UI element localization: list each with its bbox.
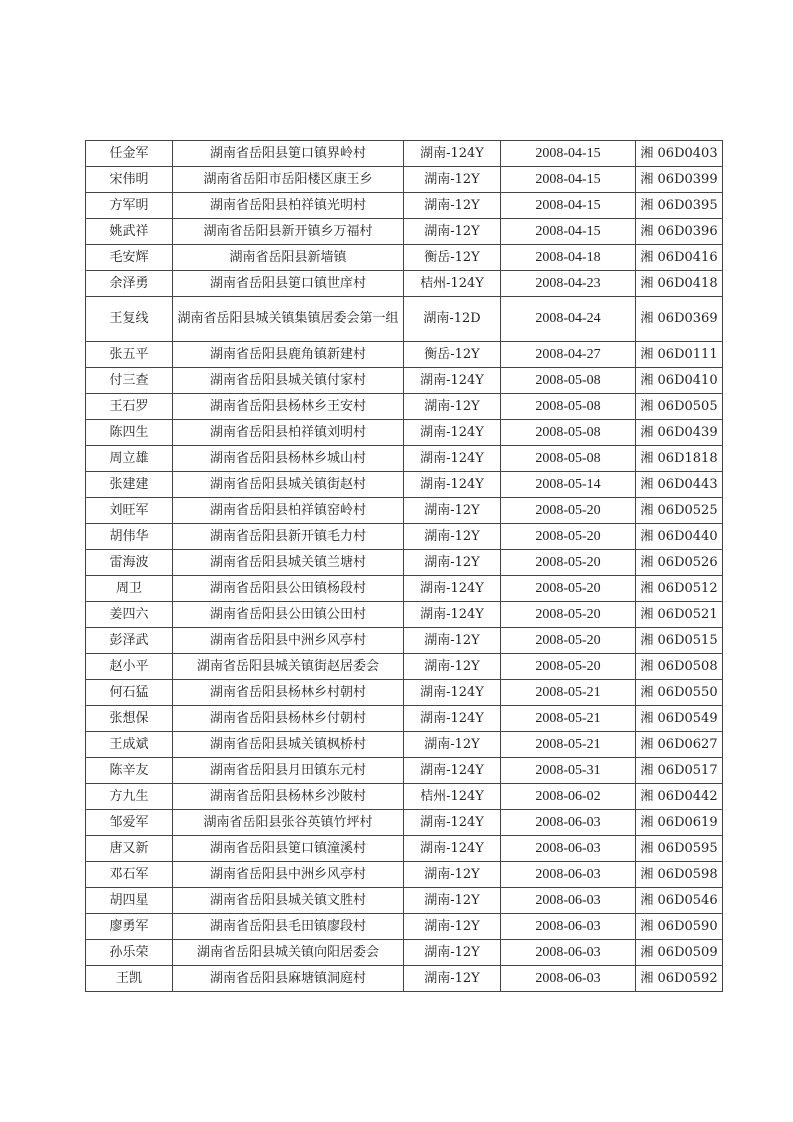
model-cell: 湖南-124Y: [404, 446, 501, 472]
table-row: [86, 784, 723, 810]
table-row: [86, 167, 723, 193]
date-cell: 2008-05-20: [501, 524, 636, 550]
table-body: [86, 141, 723, 992]
owner-name-cell: 胡伟华: [86, 524, 173, 550]
model-cell: 湖南-124Y: [404, 836, 501, 862]
date-cell: 2008-06-02: [501, 784, 636, 810]
table-row: [86, 368, 723, 394]
table-row: [86, 758, 723, 784]
model-cell: 湖南-124Y: [404, 576, 501, 602]
date-cell: 2008-06-03: [501, 966, 636, 992]
plate-code-cell: 湘 06D0619: [636, 810, 723, 836]
address-cell: 湖南省岳阳县城关镇向阳居委会: [173, 940, 404, 966]
owner-name-cell: 王复线: [86, 297, 173, 342]
date-cell: 2008-05-20: [501, 498, 636, 524]
address-cell: 湖南省岳阳县筻口镇界岭村: [173, 141, 404, 167]
table-row: [86, 219, 723, 245]
address-cell: 湖南省岳阳县中洲乡风亭村: [173, 628, 404, 654]
address-cell: 湖南省岳阳县杨林乡王安村: [173, 394, 404, 420]
model-cell: 湖南-124Y: [404, 141, 501, 167]
table-row: [86, 524, 723, 550]
date-cell: 2008-05-21: [501, 706, 636, 732]
address-cell: 湖南省岳阳县柏祥镇刘明村: [173, 420, 404, 446]
plate-code-cell: 湘 06D0546: [636, 888, 723, 914]
plate-code-cell: 湘 06D0395: [636, 193, 723, 219]
plate-code-cell: 湘 06D0396: [636, 219, 723, 245]
owner-name-cell: 周卫: [86, 576, 173, 602]
table-row: [86, 576, 723, 602]
plate-code-cell: 湘 06D0595: [636, 836, 723, 862]
owner-name-cell: 付三查: [86, 368, 173, 394]
date-cell: 2008-05-14: [501, 472, 636, 498]
plate-code-cell: 湘 06D0508: [636, 654, 723, 680]
model-cell: 湖南-124Y: [404, 680, 501, 706]
address-cell: 湖南省岳阳县新开镇毛力村: [173, 524, 404, 550]
table-row: [86, 550, 723, 576]
model-cell: 湖南-12Y: [404, 914, 501, 940]
model-cell: 湖南-12D: [404, 297, 501, 342]
address-cell: 湖南省岳阳县新墙镇: [173, 245, 404, 271]
address-cell: 湖南省岳阳县毛田镇廖段村: [173, 914, 404, 940]
model-cell: 湖南-124Y: [404, 758, 501, 784]
plate-code-cell: 湘 06D0509: [636, 940, 723, 966]
date-cell: 2008-06-03: [501, 862, 636, 888]
address-cell: 湖南省岳阳县城关镇付家村: [173, 368, 404, 394]
table-row: [86, 446, 723, 472]
plate-code-cell: 湘 06D0549: [636, 706, 723, 732]
model-cell: 湖南-12Y: [404, 628, 501, 654]
model-cell: 湖南-12Y: [404, 394, 501, 420]
owner-name-cell: 唐又新: [86, 836, 173, 862]
plate-code-cell: 湘 06D0418: [636, 271, 723, 297]
model-cell: 桔州-124Y: [404, 271, 501, 297]
model-cell: 湖南-12Y: [404, 654, 501, 680]
owner-name-cell: 王成斌: [86, 732, 173, 758]
address-cell: 湖南省岳阳县杨林乡付朝村: [173, 706, 404, 732]
table-row: [86, 297, 723, 342]
model-cell: 湖南-12Y: [404, 862, 501, 888]
date-cell: 2008-05-08: [501, 368, 636, 394]
owner-name-cell: 陈辛友: [86, 758, 173, 784]
model-cell: 湖南-124Y: [404, 472, 501, 498]
address-cell: 湖南省岳阳县筻口镇世庠村: [173, 271, 404, 297]
table-row: [86, 141, 723, 167]
owner-name-cell: 姜四六: [86, 602, 173, 628]
date-cell: 2008-05-20: [501, 550, 636, 576]
date-cell: 2008-04-15: [501, 167, 636, 193]
model-cell: 衡岳-12Y: [404, 342, 501, 368]
date-cell: 2008-04-15: [501, 193, 636, 219]
address-cell: 湖南省岳阳县中洲乡风亭村: [173, 862, 404, 888]
model-cell: 湖南-12Y: [404, 498, 501, 524]
table-row: [86, 271, 723, 297]
address-cell: 湖南省岳阳县城关镇枫桥村: [173, 732, 404, 758]
address-cell: 湖南省岳阳县城关镇兰塘村: [173, 550, 404, 576]
address-cell: 湖南省岳阳县杨林乡沙陂村: [173, 784, 404, 810]
address-cell: 湖南省岳阳县杨林乡城山村: [173, 446, 404, 472]
table-row: [86, 810, 723, 836]
table-row: [86, 836, 723, 862]
plate-code-cell: 湘 06D0521: [636, 602, 723, 628]
plate-code-cell: 湘 06D0440: [636, 524, 723, 550]
model-cell: 湖南-12Y: [404, 732, 501, 758]
address-cell: 湖南省岳阳县公田镇杨段村: [173, 576, 404, 602]
plate-code-cell: 湘 06D0592: [636, 966, 723, 992]
address-cell: 湖南省岳阳县公田镇公田村: [173, 602, 404, 628]
plate-code-cell: 湘 06D0525: [636, 498, 723, 524]
plate-code-cell: 湘 06D0598: [636, 862, 723, 888]
owner-name-cell: 邓石军: [86, 862, 173, 888]
owner-name-cell: 孙乐荣: [86, 940, 173, 966]
owner-name-cell: 张想保: [86, 706, 173, 732]
address-cell: 湖南省岳阳县张谷英镇竹坪村: [173, 810, 404, 836]
plate-code-cell: 湘 06D0443: [636, 472, 723, 498]
plate-code-cell: 湘 06D0590: [636, 914, 723, 940]
table-row: [86, 654, 723, 680]
owner-name-cell: 方九生: [86, 784, 173, 810]
date-cell: 2008-05-20: [501, 576, 636, 602]
model-cell: 湖南-12Y: [404, 219, 501, 245]
owner-name-cell: 张五平: [86, 342, 173, 368]
table-row: [86, 940, 723, 966]
owner-name-cell: 邹爱军: [86, 810, 173, 836]
date-cell: 2008-05-08: [501, 446, 636, 472]
date-cell: 2008-04-18: [501, 245, 636, 271]
model-cell: 湖南-12Y: [404, 193, 501, 219]
plate-code-cell: 湘 06D0439: [636, 420, 723, 446]
plate-code-cell: 湘 06D0517: [636, 758, 723, 784]
date-cell: 2008-06-03: [501, 940, 636, 966]
date-cell: 2008-06-03: [501, 914, 636, 940]
owner-name-cell: 任金军: [86, 141, 173, 167]
plate-code-cell: 湘 06D0399: [636, 167, 723, 193]
date-cell: 2008-05-20: [501, 602, 636, 628]
model-cell: 湖南-124Y: [404, 602, 501, 628]
owner-name-cell: 何石猛: [86, 680, 173, 706]
table-row: [86, 732, 723, 758]
date-cell: 2008-06-03: [501, 888, 636, 914]
plate-code-cell: 湘 06D0410: [636, 368, 723, 394]
address-cell: 湖南省岳阳县城关镇街赵居委会: [173, 654, 404, 680]
table-row: [86, 628, 723, 654]
date-cell: 2008-06-03: [501, 810, 636, 836]
table-row: [86, 498, 723, 524]
table-row: [86, 394, 723, 420]
table-row: [86, 966, 723, 992]
model-cell: 湖南-12Y: [404, 888, 501, 914]
plate-code-cell: 湘 06D0111: [636, 342, 723, 368]
model-cell: 湖南-12Y: [404, 940, 501, 966]
model-cell: 湖南-12Y: [404, 966, 501, 992]
plate-code-cell: 湘 06D0369: [636, 297, 723, 342]
plate-code-cell: 湘 06D1818: [636, 446, 723, 472]
table-row: [86, 472, 723, 498]
address-cell: 湖南省岳阳县城关镇集镇居委会第一组: [173, 297, 404, 342]
date-cell: 2008-04-24: [501, 297, 636, 342]
owner-name-cell: 毛安辉: [86, 245, 173, 271]
table-row: [86, 193, 723, 219]
model-cell: 湖南-12Y: [404, 167, 501, 193]
model-cell: 桔州-124Y: [404, 784, 501, 810]
plate-code-cell: 湘 06D0512: [636, 576, 723, 602]
registration-table: [85, 140, 723, 992]
address-cell: 湖南省岳阳县鹿角镇新建村: [173, 342, 404, 368]
owner-name-cell: 王石罗: [86, 394, 173, 420]
table-row: [86, 680, 723, 706]
address-cell: 湖南省岳阳县麻塘镇洞庭村: [173, 966, 404, 992]
model-cell: 湖南-124Y: [404, 810, 501, 836]
owner-name-cell: 宋伟明: [86, 167, 173, 193]
date-cell: 2008-04-23: [501, 271, 636, 297]
table-row: [86, 420, 723, 446]
plate-code-cell: 湘 06D0526: [636, 550, 723, 576]
model-cell: 衡岳-12Y: [404, 245, 501, 271]
plate-code-cell: 湘 06D0403: [636, 141, 723, 167]
owner-name-cell: 张建建: [86, 472, 173, 498]
address-cell: 湖南省岳阳县杨林乡村朝村: [173, 680, 404, 706]
model-cell: 湖南-124Y: [404, 368, 501, 394]
owner-name-cell: 廖勇军: [86, 914, 173, 940]
plate-code-cell: 湘 06D0416: [636, 245, 723, 271]
date-cell: 2008-05-31: [501, 758, 636, 784]
address-cell: 湖南省岳阳县筻口镇潼溪村: [173, 836, 404, 862]
date-cell: 2008-05-21: [501, 680, 636, 706]
owner-name-cell: 胡四星: [86, 888, 173, 914]
owner-name-cell: 姚武祥: [86, 219, 173, 245]
owner-name-cell: 王凯: [86, 966, 173, 992]
date-cell: 2008-05-08: [501, 394, 636, 420]
date-cell: 2008-06-03: [501, 836, 636, 862]
table-row: [86, 245, 723, 271]
table-row: [86, 706, 723, 732]
address-cell: 湖南省岳阳县城关镇街赵村: [173, 472, 404, 498]
date-cell: 2008-05-21: [501, 732, 636, 758]
address-cell: 湖南省岳阳市岳阳楼区康王乡: [173, 167, 404, 193]
date-cell: 2008-04-15: [501, 219, 636, 245]
address-cell: 湖南省岳阳县柏祥镇窑岭村: [173, 498, 404, 524]
owner-name-cell: 彭泽武: [86, 628, 173, 654]
model-cell: 湖南-12Y: [404, 524, 501, 550]
table-row: [86, 342, 723, 368]
plate-code-cell: 湘 06D0550: [636, 680, 723, 706]
address-cell: 湖南省岳阳县月田镇东元村: [173, 758, 404, 784]
model-cell: 湖南-124Y: [404, 420, 501, 446]
owner-name-cell: 周立雄: [86, 446, 173, 472]
owner-name-cell: 赵小平: [86, 654, 173, 680]
date-cell: 2008-05-20: [501, 654, 636, 680]
owner-name-cell: 雷海波: [86, 550, 173, 576]
address-cell: 湖南省岳阳县柏祥镇光明村: [173, 193, 404, 219]
model-cell: 湖南-12Y: [404, 550, 501, 576]
address-cell: 湖南省岳阳县城关镇文胜村: [173, 888, 404, 914]
date-cell: 2008-05-20: [501, 628, 636, 654]
date-cell: 2008-05-08: [501, 420, 636, 446]
owner-name-cell: 刘旺军: [86, 498, 173, 524]
owner-name-cell: 方军明: [86, 193, 173, 219]
plate-code-cell: 湘 06D0442: [636, 784, 723, 810]
plate-code-cell: 湘 06D0627: [636, 732, 723, 758]
table-row: [86, 862, 723, 888]
date-cell: 2008-04-27: [501, 342, 636, 368]
table-row: [86, 602, 723, 628]
owner-name-cell: 余泽勇: [86, 271, 173, 297]
date-cell: 2008-04-15: [501, 141, 636, 167]
owner-name-cell: 陈四生: [86, 420, 173, 446]
table-row: [86, 888, 723, 914]
address-cell: 湖南省岳阳县新开镇乡万福村: [173, 219, 404, 245]
table-row: [86, 914, 723, 940]
plate-code-cell: 湘 06D0505: [636, 394, 723, 420]
plate-code-cell: 湘 06D0515: [636, 628, 723, 654]
model-cell: 湖南-124Y: [404, 706, 501, 732]
